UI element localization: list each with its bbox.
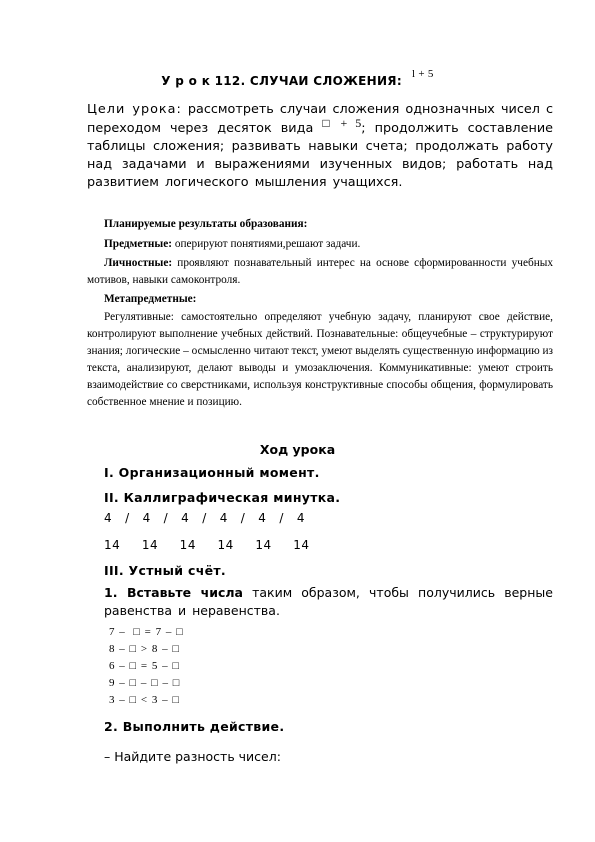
task-1 (104, 584, 553, 620)
calligraphy-row-1: 4 / 4 / 4 / 4 / 4 / 4 (104, 511, 305, 525)
goals-part2: ; продолжить составление таблицы сложения; развивать навыки счета; продолжать работу над задачами и выражениями изученных видов; работать над развитием логического мышления учащихся. (87, 121, 554, 190)
section-org-moment: I. Организационный момент. (104, 465, 320, 480)
task-1-lead: Вставьте числа (126, 585, 243, 600)
planned-subject-text: оперируют понятиями,решают задачи. (172, 238, 361, 250)
section-calligraphy: II. Каллиграфическая минутка. (104, 490, 341, 505)
course-heading: Ход урока (259, 442, 336, 457)
exercise-line: 8 – □ > 8 – □ (109, 643, 180, 655)
lesson-title (0, 68, 595, 88)
task-1-text: таким образом, чтобы получились верные равенства и неравенства. (104, 585, 553, 618)
planned-personal (87, 255, 553, 289)
task-1-num: 1. (104, 585, 127, 600)
planned-meta-heading (104, 291, 553, 308)
section-oral-counting: III. Устный счёт. (104, 563, 226, 578)
exercise-line: 6 – □ = 5 – □ (109, 660, 180, 672)
task-2-text: – Найдите разность чисел: (104, 749, 281, 764)
lesson-title-formula: l + 5 (411, 68, 434, 80)
lesson-goals (87, 101, 553, 192)
planned-personal-label: Личностные: (104, 257, 173, 269)
exercise-line: 7 – □ = 7 – □ (109, 626, 184, 638)
planned-subject-label: Предметные: (104, 238, 173, 250)
goals-part1: рассмотреть случаи сложения однозначных чисел с переходом через десяток вида (87, 102, 554, 136)
lesson-title-text: У р о к 112. СЛУЧАИ СЛОЖЕНИЯ: (161, 74, 402, 88)
planned-subject (104, 236, 553, 253)
planned-personal-text: проявляют познавательный интерес на основе сформированности учебных мотивов, навыки самоконтроля. (87, 257, 553, 286)
planned-heading-text: Планируемые результаты образования: (104, 218, 308, 230)
calligraphy-row-2: 14 14 14 14 14 14 (104, 538, 310, 552)
goals-lead: Цели урока: (87, 102, 182, 117)
planned-heading (104, 216, 553, 233)
planned-meta-text: Регулятивные: самостоятельно определяют учебную задачу, планируют свое действие, контролируют выполнение учебных действий. Познавательные: общеучебные – структурируют знания; логические – осмысленно читают текст, умеют выделять существенную информацию из текста, анализируют, делают выводы и умозаключения. Коммуникативные: умеют строить взаимодействие со сверстниками, используя конструктивные способы общения, формулировать собственное мнение и позицию. (87, 311, 553, 408)
goals-formula: □ + 5 (322, 116, 362, 130)
task-2: 2. Выполнить действие. (104, 719, 285, 734)
exercise-line: 9 – □ – □ – □ (109, 677, 181, 689)
planned-meta-heading-text: Метапредметные: (104, 293, 197, 305)
exercise-line: 3 – □ < 3 – □ (109, 694, 180, 706)
